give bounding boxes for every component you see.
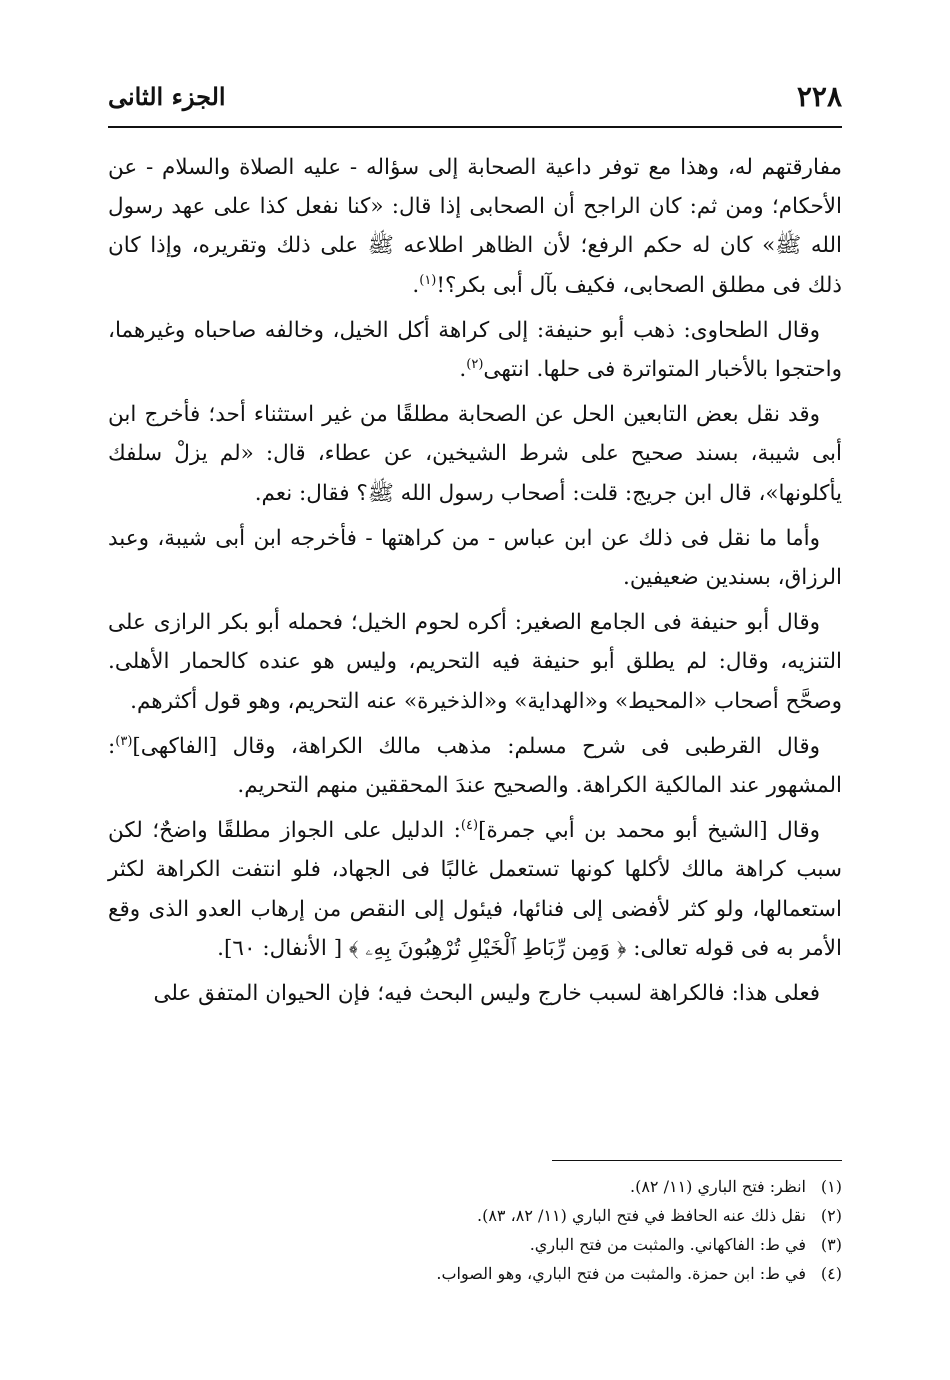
footnotes — [108, 1172, 842, 1288]
footnote-reference: (١) — [419, 272, 437, 288]
footnote-reference: (٢) — [466, 356, 484, 372]
footnote-number: (٤) — [820, 1264, 842, 1283]
footnote-number: (٣) — [820, 1235, 842, 1254]
header-divider — [108, 126, 842, 128]
paragraph: وقال [الشيخ أبو محمد بن أبي جمرة]$^{(٤)}$: الدليل على الجواز مطلقًا واضحٌ؛ لكن سبب كراهة مالك لأكلها كونها تستعمل غالبًا فى الجهاد، فلو انتفت الكراهة لكثر استعمالها، ولو كثر لأفضى إلى فنائها، فيئول إلى النقص من إرهاب العدو الذى وقع الأمر به فى قوله تعالى: ﴿ وَمِن رِّبَاطِ ٱلْخَيْلِ تُرْهِبُونَ بِهِۦ ﴾ [ الأنفال: ٦٠]. — [108, 818, 842, 961]
paragraph: مفارقتهم له، وهذا مع توفر داعية الصحابة إلى سؤاله - عليه الصلاة والسلام - عن الأحكام؛ ومن ثم: كان الراجح أن الصحابى إذا قال: «كنا نفعل كذا على عهد رسول الله ﷺ» كان له حكم الرفع؛ لأن الظاهر اطلاعه ﷺ على ذلك وتقريره، وإذا كان ذلك فى مطلق الصحابى، فكيف بآل أبى بكر؟!$^{(١)}$. — [108, 155, 842, 298]
paragraph: وأما ما نقل فى ذلك عن ابن عباس - من كراهتها - فأخرجه ابن أبى شيبة، وعبد الرزاق، بسندين ضعيفين. — [108, 525, 842, 591]
page-header — [108, 78, 842, 118]
footnote-text: انظر: فتح الباري (١١/ ٨٢). — [629, 1177, 806, 1196]
paragraph: وقد نقل بعض التابعين الحل عن الصحابة مطلقًا من غير استثناء أحد؛ فأخرج ابن أبى شيبة، بسند صحيح على شرط الشيخين، عن عطاء، قال: «لم يزلْ سلفك يأكلونها»، قال ابن جريج: قلت: أصحاب رسول الله ﷺ؟ فقال: نعم. — [108, 402, 842, 506]
footnote-text: في ط: الفاكهاني. والمثبت من فتح الباري. — [529, 1235, 806, 1254]
footnote-reference: (٤) — [460, 818, 479, 834]
footnote — [108, 1230, 842, 1259]
page-number: ٢٢٨ — [796, 80, 842, 113]
running-title: الجزء الثانى — [108, 82, 226, 111]
footnote-text: نقل ذلك عنه الحافظ في فتح الباري (١١/ ٨٢، ٨٣). — [477, 1206, 806, 1225]
body-text — [108, 148, 842, 1019]
paragraph: وقال القرطبى فى شرح مسلم: مذهب مالك الكراهة، وقال [الفاكهى]$^{(٣)}$: المشهور عند المالكية الكراهة. والصحيح عندَ المحققين منهم التحريم. — [108, 733, 842, 799]
footnote-number: (٢) — [820, 1206, 842, 1225]
paragraph: وقال الطحاوى: ذهب أبو حنيفة: إلى كراهة أكل الخيل، وخالفه صاحباه وغيرهما، واحتجوا بالأخبار المتواترة فى حلها. انتهى$^{(٢)}$. — [108, 317, 842, 383]
footnote — [108, 1201, 842, 1230]
footnote — [108, 1172, 842, 1201]
footnote-text: في ط: ابن حمزة. والمثبت من فتح الباري، وهو الصواب. — [436, 1264, 806, 1283]
footnote-divider — [552, 1160, 842, 1161]
footnote-number: (١) — [820, 1177, 842, 1196]
footnote — [108, 1259, 842, 1288]
paragraph: فعلى هذا: فالكراهة لسبب خارج وليس البحث فيه؛ فإن الحيوان المتفق على — [153, 981, 820, 1007]
footnote-reference: (٣) — [115, 733, 133, 749]
paragraph: وقال أبو حنيفة فى الجامع الصغير: أكره لحوم الخيل؛ فحمله أبو بكر الرازى على التنزيه، وقال: لم يطلق أبو حنيفة فيه التحريم، وليس هو عنده كالحمار الأهلى. وصحَّح أصحاب «المحيط» و«الهداية» و«الذخيرة» عنه التحريم، وهو قول أكثرهم. — [108, 610, 842, 714]
